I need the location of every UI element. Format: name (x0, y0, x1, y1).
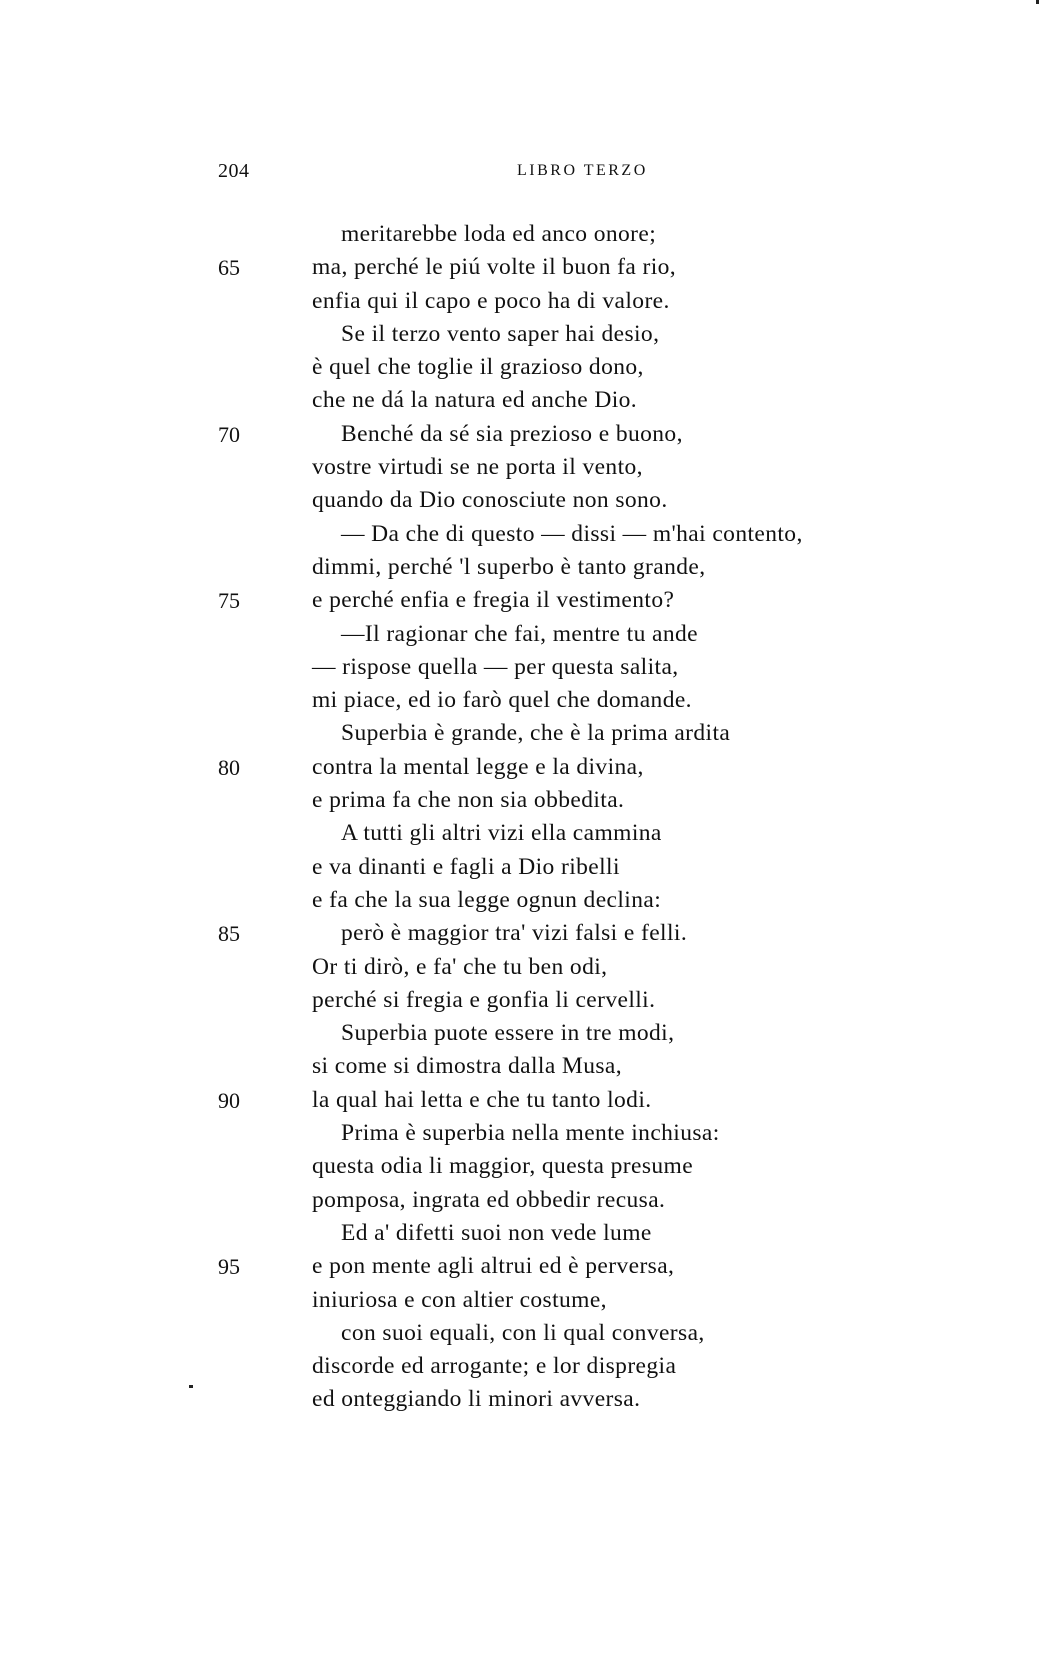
verse-line (0, 384, 1044, 417)
verse-line (0, 984, 1044, 1017)
verse-line (0, 651, 1044, 684)
verse-line-text: questa odia li maggior, questa presume (312, 1153, 694, 1180)
verse-line (0, 285, 1044, 318)
verse-line (0, 618, 1044, 651)
verse-line (0, 1284, 1044, 1317)
verse-line (0, 1184, 1044, 1217)
verse-line (0, 518, 1044, 551)
verse-line (0, 1117, 1044, 1150)
verse-line (0, 884, 1044, 917)
verse-line-number: 85 (218, 921, 240, 947)
verse-line-text: Se il terzo vento saper hai desio, (341, 320, 660, 347)
verse-line-text: contra la mental legge e la divina, (312, 753, 644, 780)
verse-line (0, 1217, 1044, 1250)
verse-line (0, 917, 1044, 950)
page-header (0, 160, 1044, 190)
verse-line (0, 1084, 1044, 1117)
verse-line (0, 1017, 1044, 1050)
verse-line-text: —Il ragionar che fai, mentre tu ande (341, 620, 698, 647)
verse-line-text: — rispose quella — per questa salita, (312, 653, 679, 680)
verse-line-text: enfia qui il capo e poco ha di valore. (312, 287, 670, 314)
verse-line (0, 851, 1044, 884)
verse-line (0, 1383, 1044, 1416)
verse-line-number: 80 (218, 754, 240, 780)
verse-line (0, 251, 1044, 284)
verse-line-text: mi piace, ed io farò quel che domande. (312, 687, 692, 714)
verse-line-text: — Da che di questo — dissi — m'hai contento, (341, 520, 803, 547)
verse-line-text: Or ti dirò, e fa' che tu ben odi, (312, 953, 608, 980)
verse-line-text: dimmi, perché 'l superbo è tanto grande, (312, 553, 706, 580)
verse-line-text: ed onteggiando li minori avversa. (312, 1386, 641, 1413)
verse-line (0, 751, 1044, 784)
verse-line-text: è quel che toglie il grazioso dono, (312, 354, 644, 381)
verse-line-number: 65 (218, 255, 240, 281)
verse-line (0, 551, 1044, 584)
verse-line (0, 684, 1044, 717)
verse-line-text: però è maggior tra' vizi falsi e felli. (341, 920, 688, 947)
verse-line (0, 1317, 1044, 1350)
verse-line-text: con suoi equali, con li qual conversa, (341, 1319, 705, 1346)
verse-line (0, 1350, 1044, 1383)
verse-line-number: 90 (218, 1087, 240, 1113)
verse-line (0, 418, 1044, 451)
verse-line-text: vostre virtudi se ne porta il vento, (312, 454, 643, 481)
verse-line (0, 484, 1044, 517)
verse-line-text: A tutti gli altri vizi ella cammina (341, 820, 662, 847)
verse-block (0, 218, 1044, 1417)
verse-line-number: 70 (218, 421, 240, 447)
verse-line-text: e prima fa che non sia obbedita. (312, 787, 625, 814)
verse-line-text: e pon mente agli altrui ed è perversa, (312, 1253, 675, 1280)
verse-line (0, 218, 1044, 251)
verse-line-text: iniuriosa e con altier costume, (312, 1286, 607, 1313)
scan-artifact-dot (189, 1385, 193, 1388)
verse-line-text: che ne dá la natura ed anche Dio. (312, 387, 638, 414)
verse-line-text: Superbia puote essere in tre modi, (341, 1020, 675, 1047)
verse-line-text: meritarebbe loda ed anco onore; (341, 221, 657, 247)
verse-line (0, 584, 1044, 617)
verse-line (0, 1050, 1044, 1083)
verse-line (0, 951, 1044, 984)
verse-line (0, 318, 1044, 351)
verse-line (0, 817, 1044, 850)
verse-line-text: Benché da sé sia prezioso e buono, (341, 420, 683, 447)
verse-line-text: e va dinanti e fagli a Dio ribelli (312, 853, 620, 880)
verse-line (0, 351, 1044, 384)
verse-line (0, 451, 1044, 484)
verse-line-text: e fa che la sua legge ognun declina: (312, 886, 662, 913)
verse-line-number: 75 (218, 588, 240, 614)
verse-line (0, 1250, 1044, 1283)
verse-line-text: quando da Dio conosciute non sono. (312, 487, 668, 514)
verse-line-text: discorde ed arrogante; e lor dispregia (312, 1353, 677, 1380)
verse-line (0, 717, 1044, 750)
page-number: 204 (218, 160, 250, 182)
running-title: LIBRO TERZO (517, 162, 648, 179)
verse-line-number: 95 (218, 1254, 240, 1280)
verse-line (0, 1150, 1044, 1183)
verse-line-text: e perché enfia e fregia il vestimento? (312, 587, 675, 614)
verse-line-text: Ed a' difetti suoi non vede lume (341, 1219, 652, 1246)
verse-line (0, 784, 1044, 817)
verse-line-text: perché si fregia e gonfia li cervelli. (312, 986, 656, 1013)
verse-line-text: Prima è superbia nella mente inchiusa: (341, 1120, 720, 1147)
scan-artifact-mark (1036, 0, 1039, 4)
verse-line-text: Superbia è grande, che è la prima ardita (341, 720, 731, 747)
verse-line-text: la qual hai letta e che tu tanto lodi. (312, 1086, 652, 1113)
verse-line-text: si come si dimostra dalla Musa, (312, 1053, 623, 1080)
verse-line-text: ma, perché le piú volte il buon fa rio, (312, 254, 677, 281)
verse-line-text: pomposa, ingrata ed obbedir recusa. (312, 1186, 666, 1213)
